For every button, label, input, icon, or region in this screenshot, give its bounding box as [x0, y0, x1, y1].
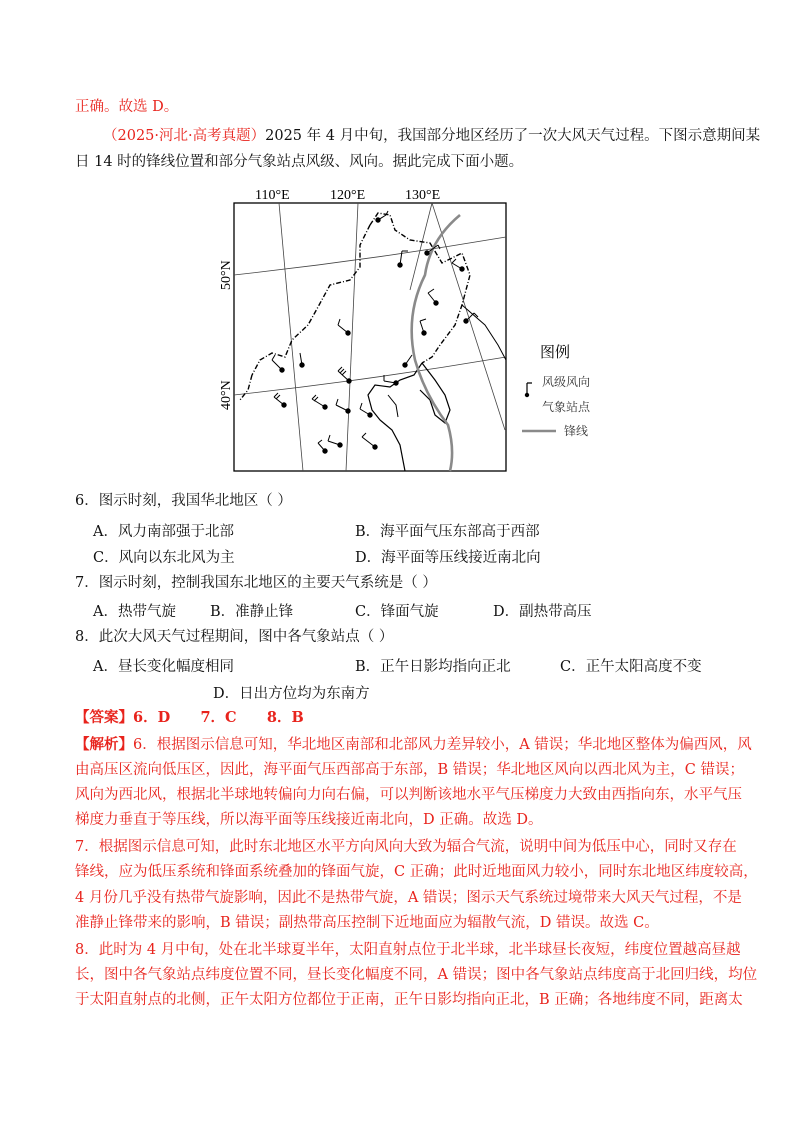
- q7-option-d: D．副热带高压: [493, 604, 592, 620]
- legend-station: 气象站点: [542, 400, 591, 414]
- lat-label-50: 50°N: [219, 260, 234, 290]
- intro-line-2: [103, 126, 760, 146]
- q7-option-a: A．热带气旋: [93, 604, 176, 620]
- q8-option-c: C．正午太阳高度不变: [560, 659, 702, 675]
- legend-station-icon: [525, 393, 529, 397]
- q7-option-b: B．准静止锋: [210, 604, 294, 620]
- intro-line-1: 正确。故选 D。: [75, 99, 179, 115]
- analysis-line-8: 准静止锋带来的影响，B 错误；副热带高压控制下近地面应为辐散气流，D 错误。故选 C。: [75, 915, 659, 931]
- legend-title: 图例: [540, 343, 571, 361]
- question-6-stem: 6．图示时刻，我国华北地区（ ）: [75, 493, 292, 509]
- lon-label-120: 120°E: [330, 188, 366, 203]
- analysis-label: 【解析】: [75, 736, 133, 753]
- analysis-line-11: 于太阳直射点的北侧，正午太阳方位都位于正南，正午日影均指向正北，B 正确；各地纬度不同，距离太: [75, 992, 743, 1008]
- question-7-stem: 7．图示时刻，控制我国东北地区的主要天气系统是（ ）: [75, 575, 437, 591]
- analysis-line-5: 7．根据图示信息可知，此时东北地区水平方向风向大致为辐合气流，说明中间为低压中心，同时又存在: [75, 839, 737, 855]
- analysis-line-2: 由高压区流向低压区，因此，海平面气压西部高于东部，B 错误；华北地区风向以西北风为主，C 错误；: [75, 762, 744, 778]
- analysis-line-7: 4 月份几乎没有热带气旋影响，因此不是热带气旋，A 错误；图示天气系统过境带来大风天气过程，不是: [75, 890, 742, 906]
- map-frame: [234, 203, 506, 471]
- analysis-line-4: 梯度力垂直于等压线，所以海平面等压线接近南北向，D 正确。故选 D。: [75, 812, 543, 828]
- q7-option-c: C．锋面气旋: [355, 604, 439, 620]
- analysis-text-1: 6．根据图示信息可知，华北地区南部和北部风力差异较小，A 错误；华北地区整体为偏西风，风: [133, 737, 752, 753]
- q6-option-a: A．风力南部强于北部: [93, 524, 234, 540]
- lat-label-40: 40°N: [219, 380, 234, 410]
- q6-option-d: D．海平面等压线接近南北向: [355, 550, 541, 566]
- answer-label: 【答案】: [75, 709, 133, 726]
- china-border: [240, 213, 506, 471]
- legend-wind: 风级风向: [542, 375, 591, 389]
- question-8-stem: 8．此次大风天气过程期间，图中各气象站点（ ）: [75, 629, 394, 645]
- legend-wind-symbol: [525, 383, 532, 397]
- graticule: [234, 203, 506, 471]
- source-tag: （2025·河北·高考真题）: [103, 128, 266, 144]
- weather-map: [200, 185, 620, 475]
- q8-option-a: A．昼长变化幅度相同: [93, 659, 234, 675]
- analysis-line-6: 锋线，应为低压系统和锋面系统叠加的锋面气旋，C 正确；此时近地面风力较小，同时东北地区纬度较高，: [75, 864, 758, 880]
- analysis-line-9: 8．此时为 4 月中旬，处在北半球夏半年，太阳直射点位于北半球，北半球昼长夜短，纬度位置越高昼越: [75, 942, 741, 958]
- q6-option-b: B．海平面气压东部高于西部: [355, 524, 540, 540]
- q8-option-b: B．正午日影均指向正北: [355, 659, 511, 675]
- answer-text: 6．D 7．C 8．B: [133, 709, 304, 726]
- q6-option-c: C．风向以东北风为主: [93, 550, 235, 566]
- analysis-line-10: 长，图中各气象站点纬度位置不同，昼长变化幅度不同，A 错误；图中各气象站点纬度高于北回归线，均位: [75, 967, 758, 983]
- legend-front: 锋线: [564, 424, 589, 438]
- lon-label-130: 130°E: [405, 188, 441, 203]
- intro-line-2-text: 2025 年 4 月中旬，我国部分地区经历了一次大风天气过程。下图示意期间某: [265, 128, 761, 144]
- analysis-line-1: [75, 735, 752, 755]
- q8-option-d: D．日出方位均为东南方: [213, 686, 370, 702]
- lon-label-110: 110°E: [255, 188, 290, 203]
- answer-block: [75, 708, 304, 728]
- analysis-line-3: 风向为西北风，根据北半球地转偏向力向右偏，可以判断该地水平气压梯度力大致由西指向东，水平气压: [75, 787, 742, 803]
- intro-line-3: 日 14 时的锋线位置和部分气象站点风级、风向。据此完成下面小题。: [75, 154, 524, 170]
